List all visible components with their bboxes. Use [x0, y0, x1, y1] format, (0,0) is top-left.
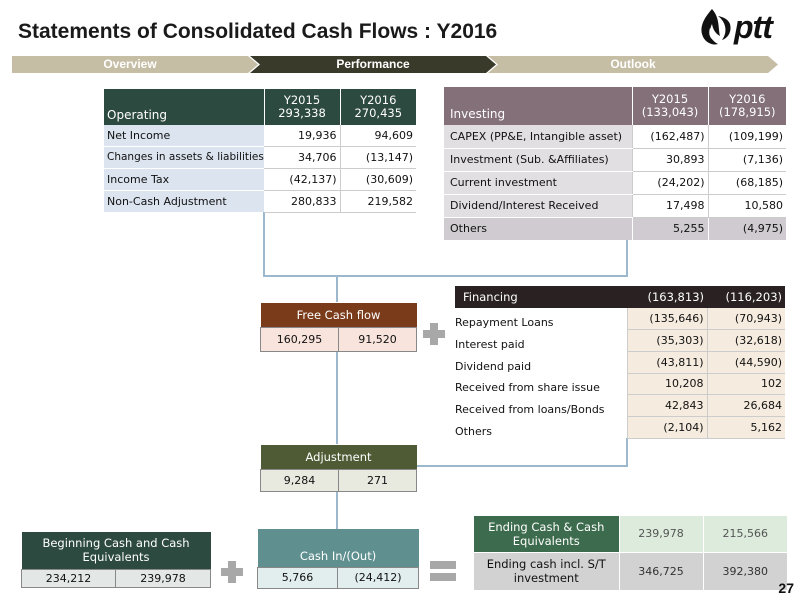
plus-icon — [221, 561, 243, 583]
page-title: Statements of Consolidated Cash Flows : Y2016 — [18, 20, 498, 43]
ending-cash-y2016: 215,566 — [703, 516, 787, 552]
row-value: (68,185) — [708, 171, 786, 194]
row-value: 17,498 — [632, 194, 708, 217]
financing-title: Financing — [463, 290, 518, 304]
row-label: Interest paid — [455, 338, 525, 351]
free-cash-flow-y2015: 160,295 — [261, 327, 339, 351]
row-value: (109,199) — [708, 125, 786, 148]
row-label: Received from share issue — [455, 381, 600, 394]
table-row — [455, 373, 785, 394]
table-row — [444, 125, 786, 148]
row-value: 19,936 — [264, 125, 340, 146]
ending-cash-incl-label: Ending cash incl. S/T investment — [474, 552, 619, 590]
investing-y2016-total: (178,915) — [718, 105, 776, 119]
row-value: (7,136) — [708, 148, 786, 171]
logo-text: ptt — [734, 9, 772, 45]
operating-y2015-total: 293,338 — [278, 106, 326, 120]
plus-icon — [423, 323, 445, 345]
row-label: Non-Cash Adjustment — [107, 194, 227, 208]
investing-y2015-total: (133,043) — [641, 105, 699, 119]
row-label: Income Tax — [104, 168, 264, 190]
operating-y2016-total: 270,435 — [354, 106, 403, 120]
financing-y2016-total: (116,203) — [725, 290, 782, 304]
operating-title: Operating — [107, 108, 167, 122]
row-label: Net Income — [104, 125, 264, 146]
connector-line — [263, 275, 628, 277]
row-label: CAPEX (PP&E, Intangible asset) — [444, 125, 632, 148]
operating-table — [104, 89, 416, 213]
row-value: (13,147) — [340, 146, 416, 168]
connector-line — [626, 240, 628, 276]
table-row — [455, 351, 785, 373]
row-value: (30,609) — [340, 168, 416, 190]
row-value: (35,303) — [627, 329, 707, 351]
operating-y2016-header: Y2016 — [360, 93, 397, 107]
investing-title: Investing — [450, 107, 506, 121]
equals-icon — [430, 560, 456, 582]
nav-tab-outlook[interactable]: Outlook — [610, 57, 656, 71]
table-row — [474, 552, 787, 590]
table-row — [455, 329, 785, 351]
row-value: (4,975) — [708, 217, 786, 240]
free-cash-flow-y2016: 91,520 — [339, 327, 417, 351]
table-row — [104, 125, 416, 146]
page-number: 27 — [778, 580, 794, 596]
row-value: (2,104) — [627, 416, 707, 438]
table-row — [104, 190, 416, 212]
row-label: Others — [455, 425, 492, 438]
ending-cash-incl-y2016: 392,380 — [703, 552, 787, 590]
nav-tab-overview[interactable]: Overview — [103, 57, 157, 71]
row-value: 26,684 — [707, 394, 785, 416]
adjustment-title: Adjustment — [305, 449, 372, 464]
row-label: Current investment — [444, 171, 632, 194]
beginning-cash-y2016: 239,978 — [116, 569, 211, 587]
row-value: (44,590) — [707, 351, 785, 373]
table-row — [474, 516, 787, 552]
investing-table — [444, 87, 786, 240]
table-row — [455, 308, 785, 329]
ending-cash-label: Ending Cash & Cash Equivalents — [474, 516, 619, 552]
row-value: 102 — [707, 373, 785, 394]
table-row — [455, 416, 785, 438]
table-row — [444, 171, 786, 194]
table-row — [455, 394, 785, 416]
table-row — [444, 148, 786, 171]
connector-line — [336, 276, 338, 302]
row-label: Changes in assets & liabilities — [104, 146, 264, 168]
connector-line — [336, 352, 338, 444]
free-cash-flow-title: Free Cash flow — [296, 307, 381, 322]
ending-cash-incl-y2015: 346,725 — [619, 552, 703, 590]
ending-cash-box — [474, 516, 787, 590]
row-value: (32,618) — [707, 329, 785, 351]
row-label: Others — [450, 222, 487, 236]
row-value: 10,580 — [708, 194, 786, 217]
row-value: (135,646) — [627, 308, 707, 329]
row-value: 280,833 — [264, 190, 340, 212]
row-value: 34,706 — [264, 146, 340, 168]
free-cash-flow-box — [260, 303, 417, 352]
row-label: Investment (Sub. &Affiliates) — [444, 148, 632, 171]
beginning-cash-title: Beginning Cash and Cash Equivalents — [42, 536, 190, 565]
row-value: 5,255 — [632, 217, 708, 240]
connector-line — [336, 491, 338, 529]
adjustment-y2015: 9,284 — [261, 469, 339, 491]
table-row — [104, 168, 416, 190]
adjustment-y2016: 271 — [339, 469, 417, 491]
adjustment-box — [260, 445, 417, 492]
section-nav — [12, 56, 778, 73]
nav-tab-performance[interactable]: Performance — [336, 57, 410, 71]
row-value: (42,137) — [264, 168, 340, 190]
row-value: 42,843 — [627, 394, 707, 416]
ptt-logo — [698, 6, 790, 48]
connector-line — [626, 438, 628, 466]
row-value: (43,811) — [627, 351, 707, 373]
row-label: Received from loans/Bonds — [455, 403, 605, 416]
table-row — [444, 217, 786, 240]
row-value: (162,487) — [632, 125, 708, 148]
table-row — [104, 146, 416, 168]
row-value: (24,202) — [632, 171, 708, 194]
row-value: 219,582 — [340, 190, 416, 212]
cash-in-out-y2016: (24,412) — [338, 567, 419, 588]
cash-in-out-title: Cash In/(Out) — [299, 548, 377, 563]
beginning-cash-box — [21, 532, 211, 588]
row-value: 94,609 — [340, 125, 416, 146]
row-label: Dividend paid — [455, 360, 532, 373]
table-row — [444, 194, 786, 217]
ending-cash-y2015: 239,978 — [619, 516, 703, 552]
financing-y2015-total: (163,813) — [647, 290, 704, 304]
row-value: 5,162 — [707, 416, 785, 438]
row-label: Dividend/Interest Received — [444, 194, 632, 217]
row-value: 30,893 — [632, 148, 708, 171]
cash-in-out-y2015: 5,766 — [258, 567, 338, 588]
investing-y2016-header: Y2016 — [729, 92, 766, 106]
financing-table — [455, 286, 785, 439]
row-value: (70,943) — [707, 308, 785, 329]
operating-y2015-header: Y2015 — [283, 93, 321, 107]
beginning-cash-y2015: 234,212 — [22, 569, 116, 587]
cash-in-out-box — [257, 529, 419, 589]
row-label: Repayment Loans — [455, 316, 554, 329]
row-value: 10,208 — [627, 373, 707, 394]
connector-line — [263, 210, 265, 276]
investing-y2015-header: Y2015 — [651, 92, 689, 106]
